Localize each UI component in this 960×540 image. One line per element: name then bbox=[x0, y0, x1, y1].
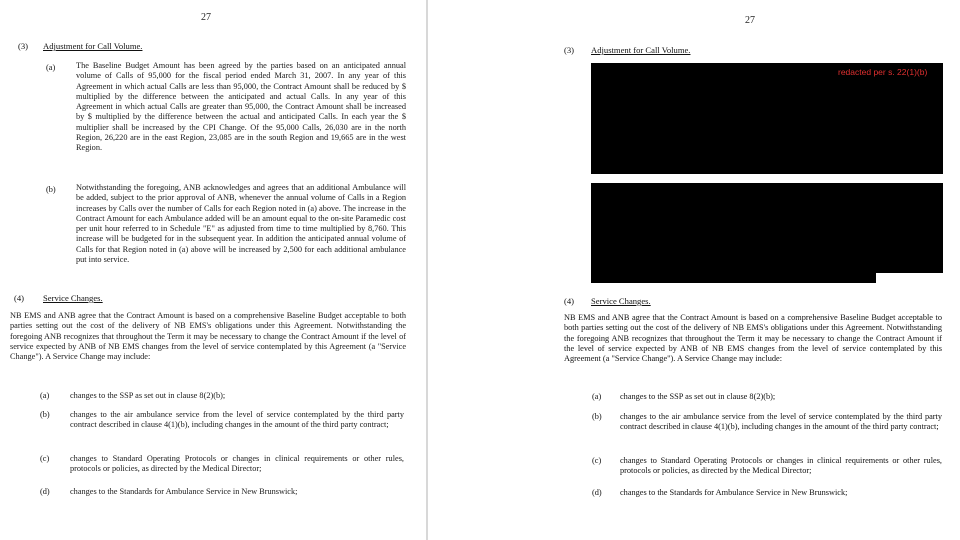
section-4-intro: NB EMS and ANB agree that the Contract Amount is based on a comprehensive Baseline Budget acceptable to both parties setting out the cost of the delivery of NB EMS's obligations under this Agreement. Notwithstanding the foregoing ANB recognizes that throughout the Term it may be necessary to change the Contract Amount if the level of service expected by ANB of NB EMS changes from the level of service contemplated by this Agreement (a "Service Change"). A Service Change may include: bbox=[564, 313, 942, 364]
section-4-number: (4) bbox=[14, 293, 25, 303]
redaction-label: redacted per s. 22(1)(b) bbox=[838, 67, 928, 77]
section-3a-text: The Baseline Budget Amount has been agreed by the parties based on an anticipated annual volume of Calls of 95,000 for the fiscal period ended March 31, 2007. In any year of this Agreement in which actual Calls are less than 95,000, the Contract Amount shall be reduced by $ multiplied by the difference between the anticipated and actual Calls. In any year of this Agreement in which actual Calls are greater than 95,000, the Contract Amount shall be increased by $ multiplied by the difference between the actual and anticipated Calls. In each year the $ multiplier shall be increased by the CPI Change. Of the 95,000 Calls, 26,030 are in the north Region, 26,220 are in the east Region, 23,085 are in the south Region and 19,665 are in the west Region. bbox=[76, 61, 406, 153]
list-item-text: changes to the air ambulance service from the level of service contemplated by the third party contract described in clause 4(1)(b), including changes in the amount of the third party contract; bbox=[620, 412, 942, 432]
section-3-title: Adjustment for Call Volume. bbox=[591, 45, 691, 55]
section-4-intro: NB EMS and ANB agree that the Contract Amount is based on a comprehensive Baseline Budget acceptable to both parties setting out the cost of the delivery of NB EMS's obligations under this Agreement. Notwithstanding the foregoing ANB recognizes that throughout the Term it may be necessary to change the Contract Amount if the level of service expected by ANB of NB EMS changes from the level of service contemplated by this Agreement (a "Service Change"). A Service Change may include: bbox=[10, 311, 406, 362]
section-4-title: Service Changes. bbox=[43, 293, 103, 303]
list-item-marker: (c) bbox=[592, 456, 602, 465]
list-item-text: changes to the Standards for Ambulance Service in New Brunswick; bbox=[620, 488, 848, 497]
list-item-text: changes to Standard Operating Protocols or changes in clinical requirements or other rules, protocols or policies, as directed by the Medical Director; bbox=[70, 454, 404, 474]
redaction-block bbox=[591, 271, 876, 283]
page-number: 27 bbox=[745, 15, 755, 26]
page-number: 27 bbox=[201, 12, 211, 23]
redaction-block bbox=[591, 183, 943, 273]
list-item-text: changes to Standard Operating Protocols or changes in clinical requirements or other rules, protocols or policies, as directed by the Medical Director; bbox=[620, 456, 942, 476]
redaction-block bbox=[591, 63, 943, 174]
section-3-title: Adjustment for Call Volume. bbox=[43, 41, 143, 51]
list-item-marker: (c) bbox=[40, 454, 50, 463]
section-4-title: Service Changes. bbox=[591, 296, 651, 306]
list-item-marker: (a) bbox=[40, 391, 50, 400]
redacted-page bbox=[428, 0, 960, 540]
section-3b-text: Notwithstanding the foregoing, ANB acknowledges and agrees that an additional Ambulance will be added, subject to the prior approval of ANB, whenever the annual volume of Calls in a Region increases by Calls over the number of Calls for each Region noted in (a) above. The increase in the Contract Amount for each Ambulance added will be an amount equal to the on-site Paramedic cost per unit hour referred to in Schedule "E" as adjusted from time to time multiplied by 8,760. This increase will be budgeted for in the subsequent year. In addition the anticipated annual volume of Calls for that Region noted in (a) above will be increased by 2,500 for each additional ambulance put into service. bbox=[76, 183, 406, 265]
section-3b-marker: (b) bbox=[46, 185, 56, 194]
original-page bbox=[0, 0, 426, 540]
list-item-marker: (b) bbox=[40, 410, 50, 419]
list-item-text: changes to the SSP as set out in clause 8(2)(b); bbox=[70, 391, 226, 400]
section-4-number: (4) bbox=[564, 296, 575, 306]
list-item-text: changes to the Standards for Ambulance Service in New Brunswick; bbox=[70, 487, 298, 496]
list-item-marker: (b) bbox=[592, 412, 602, 421]
list-item-text: changes to the air ambulance service from the level of service contemplated by the third party contract described in clause 4(1)(b), including changes in the amount of the third party contract; bbox=[70, 410, 404, 430]
section-3a-marker: (a) bbox=[46, 63, 56, 72]
list-item-text: changes to the SSP as set out in clause 8(2)(b); bbox=[620, 392, 776, 401]
section-3-number: (3) bbox=[564, 45, 575, 55]
list-item-marker: (d) bbox=[592, 488, 602, 497]
section-3-number: (3) bbox=[18, 41, 29, 51]
list-item-marker: (d) bbox=[40, 487, 50, 496]
list-item-marker: (a) bbox=[592, 392, 602, 401]
